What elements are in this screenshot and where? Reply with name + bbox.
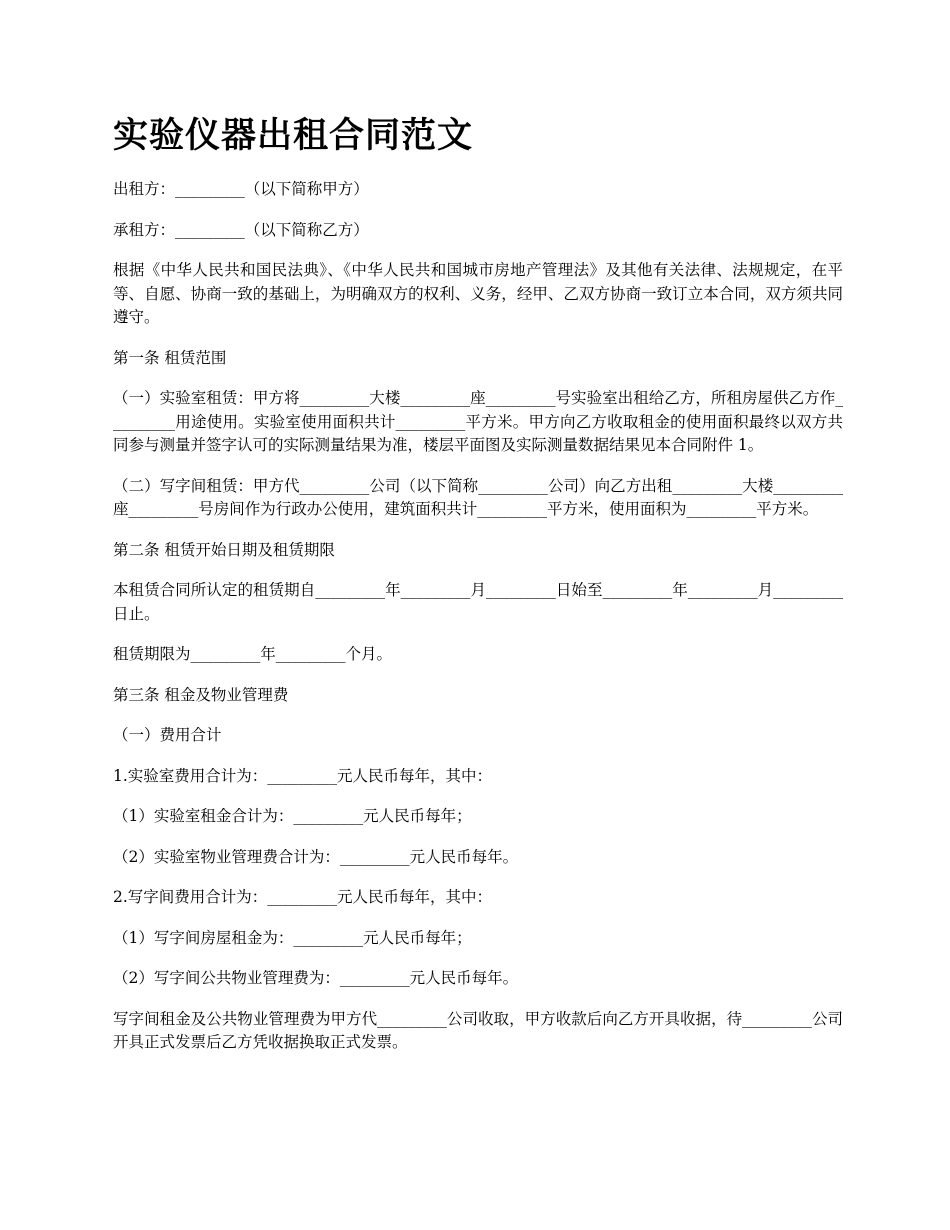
paragraph-lessor: 出租方：_________（以下简称甲方） xyxy=(113,180,369,198)
document-title: 实验仪器出租合同范文 xyxy=(113,115,474,156)
paragraph-lab-property-fee: （2）实验室物业管理费合计为：_________元人民币每年。 xyxy=(113,847,519,866)
article-3-heading: 第三条 租金及物业管理费 xyxy=(113,685,289,704)
paragraph-lessee: 承租方：_________（以下简称乙方） xyxy=(113,220,369,239)
paragraph-lab-fee-total: 1.实验室费用合计为：_________元人民币每年，其中： xyxy=(113,766,493,785)
paragraph-lease-period: 本租赁合同所认定的租赁期自_________年_________月_________日始至_________年_________月_________日止。 xyxy=(113,581,843,623)
paragraph-preamble: 根据《中华人民共和国民法典》、《中华人民共和国城市房地产管理法》及其他有关法律、法规规定，在平等、自愿、协商一致的基础上，为明确双方的权利、义务，经甲、乙双方协商一致订立本合同，双方须共同遵守。 xyxy=(113,261,843,326)
paragraph-invoice-note: 写字间租金及公共物业管理费为甲方代_________公司收取，甲方收款后向乙方开具收据，待_________公司开具正式发票后乙方凭收据换取正式发票。 xyxy=(113,1009,843,1051)
paragraph-office-property-fee: （2）写字间公共物业管理费为：_________元人民币每年。 xyxy=(113,969,519,987)
paragraph-lease-term: 租赁期限为_________年_________个月。 xyxy=(113,645,393,663)
document-page xyxy=(113,112,843,1072)
article-2-heading: 第二条 租赁开始日期及租赁期限 xyxy=(113,540,335,559)
paragraph-lab-rent: （1）实验室租金合计为：_________元人民币每年； xyxy=(113,807,472,825)
paragraph-fee-total-heading: （一）费用合计 xyxy=(113,726,222,744)
paragraph-office-lease: （二）写字间租赁：甲方代_________公司（以下简称_________公司）向乙方出租_________大楼_________座_________号房间作为行政办公使用，建筑面积共计_________平方米，使用面积为_________平方米。 xyxy=(113,476,843,518)
article-1-heading: 第一条 租赁范围 xyxy=(113,348,227,367)
paragraph-lab-lease: （一）实验室租赁：甲方将_________大楼_________座_________号实验室出租给乙方，所租房屋供乙方作_________用途使用。实验室使用面积共计_________平方米。甲方向乙方收取租金的使用面积最终以双方共同参与测量并签字认可的实际测量结果为准，楼层平面图及实际测量数据结果见本合同附件 1。 xyxy=(113,389,843,454)
paragraph-office-rent: （1）写字间房屋租金为：_________元人民币每年； xyxy=(113,928,472,947)
paragraph-office-fee-total: 2.写字间费用合计为：_________元人民币每年，其中： xyxy=(113,888,493,906)
